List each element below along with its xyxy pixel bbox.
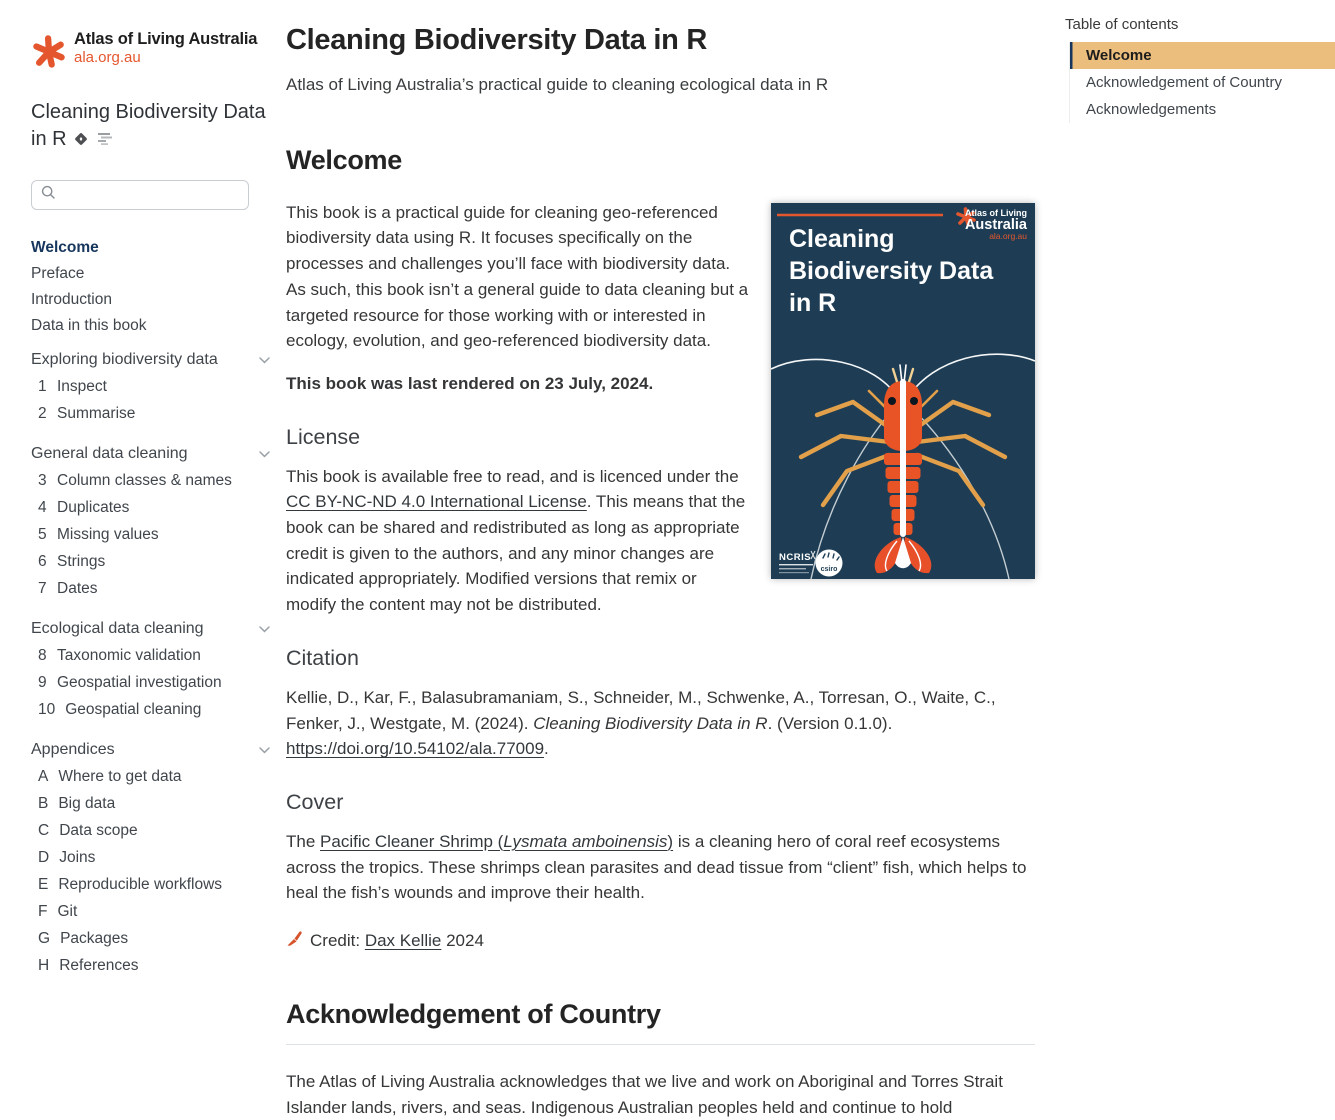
- sidebar-item-where-to-get-data[interactable]: [31, 763, 276, 790]
- sidebar-item-reproducible-workflows[interactable]: [31, 871, 276, 898]
- ala-logo-icon: [31, 32, 67, 75]
- sidebar-item-joins[interactable]: [31, 844, 276, 871]
- shrimp-link-species: Lysmata amboinensis: [503, 831, 668, 851]
- paintbrush-icon: [286, 930, 303, 952]
- csiro-logo: [816, 549, 843, 576]
- sidebar-item-introduction[interactable]: Introduction: [31, 291, 112, 308]
- sidebar-section-exploring-biodiversity-data[interactable]: [31, 347, 276, 373]
- search-icon: [41, 185, 56, 205]
- search-box[interactable]: [31, 180, 249, 210]
- sidebar-item-column-classes-names[interactable]: [31, 467, 276, 494]
- sidebar-book-title: [31, 99, 276, 155]
- cover-title-line1: Cleaning: [789, 224, 895, 253]
- sidebar-item-data-scope[interactable]: [31, 817, 276, 844]
- sidebar-item-data-in-this-book[interactable]: Data in this book: [31, 317, 147, 334]
- chapter-number: G: [38, 929, 51, 947]
- sidebar-item-strings[interactable]: [31, 548, 276, 575]
- sidebar-item-taxonomic-validation[interactable]: [31, 642, 276, 669]
- sidebar-item-summarise[interactable]: [31, 400, 276, 427]
- ala-logo-name: Atlas of Living Australia: [74, 30, 258, 48]
- chapter-number: 5: [38, 525, 47, 543]
- citation-book-title: Cleaning Biodiversity Data in R: [533, 713, 768, 733]
- chapter-label: Summarise: [57, 404, 136, 422]
- shrimp-link-close: ): [667, 831, 674, 851]
- sidebar-section-ecological-data-cleaning[interactable]: [31, 616, 276, 642]
- sidebar-item-geospatial-cleaning[interactable]: [31, 696, 276, 723]
- main-content: [286, 0, 1035, 1117]
- citation-authors: Kellie, D., Kar, F., Balasubramaniam, S., Schneider, M., Schwenke, A., Torresan, O., Waite, C., Fenker, J., Westgate, M. (2024).: [286, 687, 996, 733]
- chapter-label: Git: [57, 902, 78, 920]
- toc-item-welcome[interactable]: Welcome: [1070, 42, 1335, 69]
- sidebar-item-packages[interactable]: [31, 925, 276, 952]
- chapter-label: References: [59, 956, 139, 974]
- chapter-label: Reproducible workflows: [58, 875, 223, 893]
- chapter-label: Packages: [60, 929, 129, 947]
- rendered-note-text: This book was last rendered on 23 July, 2024.: [286, 373, 654, 393]
- cover-logo-domain: ala.org.au: [989, 230, 1027, 241]
- chapter-number: 8: [38, 646, 47, 664]
- chapter-label: Data scope: [59, 821, 138, 839]
- chapter-number: H: [38, 956, 50, 974]
- chapter-number: F: [38, 902, 48, 920]
- changelog-icon[interactable]: [96, 128, 114, 155]
- cover-logo-top: Atlas of Living: [964, 207, 1027, 218]
- sidebar-section-appendices[interactable]: [31, 737, 276, 763]
- chapter-number: 3: [38, 471, 47, 489]
- chapter-label: Geospatial cleaning: [65, 700, 202, 718]
- chapter-number: C: [38, 821, 50, 839]
- chapter-number: A: [38, 767, 49, 785]
- chapter-label: Inspect: [57, 377, 107, 395]
- chapter-label: Where to get data: [58, 767, 182, 785]
- chapter-number: B: [38, 794, 49, 812]
- chapter-number: D: [38, 848, 50, 866]
- chapter-label: Column classes & names: [57, 471, 232, 489]
- citation-heading: Citation: [286, 645, 359, 670]
- citation-end: .: [544, 739, 549, 759]
- sidebar-item-duplicates[interactable]: [31, 494, 276, 521]
- credit-text: [310, 931, 484, 951]
- page-subtitle: Atlas of Living Australia’s practical guide to cleaning ecological data in R: [286, 75, 829, 94]
- csiro-label: csiro: [820, 565, 838, 573]
- sidebar-book-title-text: Cleaning Biodiversity Data in R: [31, 101, 266, 150]
- chapter-label: Duplicates: [57, 498, 130, 516]
- chapter-label: Big data: [58, 794, 116, 812]
- chapter-label: Missing values: [57, 525, 159, 543]
- cc-license-link[interactable]: CC BY-NC-ND 4.0 International License: [286, 492, 587, 512]
- section-label: Exploring biodiversity data: [31, 351, 218, 368]
- page-title: Cleaning Biodiversity Data in R: [286, 24, 707, 56]
- table-of-contents: [1065, 0, 1335, 1077]
- credit-line: [286, 930, 1035, 952]
- doi-link[interactable]: https://doi.org/10.54102/ala.77009: [286, 739, 545, 759]
- chapter-number: 10: [38, 700, 56, 718]
- shrimp-link[interactable]: [320, 832, 673, 851]
- toc-list: [1069, 42, 1335, 123]
- welcome-paragraph: This book is a practical guide for cleaning geo-referenced biodiversity data using R. It focuses specifically on the processes and challenges you’ll face with biodiversity data. As such, this book isn’t a general guide to data cleaning but a targeted resource for those working with or interested in ecology, evolution, and geo-referenced biodiversity data.: [286, 202, 749, 351]
- ala-logo[interactable]: [31, 30, 276, 75]
- chapter-label: Dates: [57, 579, 98, 597]
- sidebar-item-git[interactable]: [31, 898, 276, 925]
- cover-heading: Cover: [286, 789, 344, 814]
- chapter-number: 7: [38, 579, 47, 597]
- section-label: General data cleaning: [31, 445, 188, 462]
- sidebar-nav: [31, 235, 276, 979]
- acknowledgement-paragraph: The Atlas of Living Australia acknowledges that we live and work on Aboriginal and Torres Strait Islander lands, rivers, and seas. Indigenous Australian peoples held and continue to hold: [286, 1072, 1003, 1117]
- cover-logo-name: Australia: [964, 216, 1027, 233]
- chapter-number: 2: [38, 404, 47, 422]
- shrimp-link-plain: Pacific Cleaner Shrimp (: [320, 831, 504, 851]
- cover-title-line3: in R: [789, 288, 837, 317]
- sidebar-item-big-data[interactable]: [31, 790, 276, 817]
- credit-author-link[interactable]: Dax Kellie: [364, 931, 442, 951]
- welcome-heading: Welcome: [286, 144, 402, 175]
- license-heading: License: [286, 424, 361, 449]
- cover-text-before: The: [286, 831, 321, 851]
- chapter-label: Strings: [57, 552, 106, 570]
- sidebar-item-dates[interactable]: [31, 575, 276, 602]
- citation-paragraph: [286, 685, 1035, 762]
- code-icon[interactable]: [73, 128, 89, 155]
- sidebar-item-missing-values[interactable]: [31, 521, 276, 548]
- toc-title: Table of contents: [1065, 16, 1179, 33]
- chevron-down-icon[interactable]: [259, 741, 270, 759]
- chapter-label: Taxonomic validation: [57, 646, 201, 664]
- credit-label: Credit:: [310, 931, 361, 951]
- chevron-down-icon[interactable]: [259, 620, 270, 638]
- sidebar: [0, 0, 286, 1077]
- section-label: Appendices: [31, 741, 115, 758]
- credit-year: 2024: [446, 931, 484, 951]
- chapter-number: E: [38, 875, 49, 893]
- sidebar-item-welcome[interactable]: Welcome: [31, 239, 99, 256]
- search-input[interactable]: [63, 186, 239, 204]
- cover-paragraph: [286, 829, 1035, 906]
- chapter-number: 1: [38, 377, 47, 395]
- sidebar-item-preface[interactable]: Preface: [31, 265, 85, 282]
- ncris-label: NCRIS: [779, 551, 812, 563]
- chapter-number: 4: [38, 498, 47, 516]
- sidebar-section-general-data-cleaning[interactable]: [31, 441, 276, 467]
- chevron-down-icon[interactable]: [259, 351, 270, 369]
- license-text-before: This book is available free to read, and is licenced under the: [286, 466, 739, 486]
- ala-logo-domain: ala.org.au: [74, 49, 141, 66]
- citation-version: . (Version 0.1.0).: [767, 713, 893, 733]
- chapter-label: Geospatial investigation: [57, 673, 222, 691]
- license-text-after: . This means that the book can be shared and redistributed as long as appropriate credit is given to the authors, and any minor changes are indicated appropriately. Modified versions that remix or modify the content may not be distributed.: [286, 492, 746, 615]
- chapter-number: 9: [38, 673, 47, 691]
- chapter-number: 6: [38, 552, 47, 570]
- sidebar-item-geospatial-investigation[interactable]: [31, 669, 276, 696]
- cover-text-after: is a cleaning hero of coral reef ecosystems across the tropics. These shrimps clean parasites and dead tissue from “client” fish, which helps to heal the fish’s wounds and improve their health.: [286, 831, 1027, 903]
- chapter-label: Joins: [59, 848, 96, 866]
- toc-item-acknowledgement-of-country[interactable]: Acknowledgement of Country: [1086, 74, 1282, 91]
- toc-item-acknowledgements[interactable]: Acknowledgements: [1086, 101, 1217, 118]
- ala-logo-text: [74, 30, 257, 67]
- acknowledgement-heading: Acknowledgement of Country: [286, 999, 1035, 1045]
- book-cover-image: [771, 203, 1035, 579]
- chevron-down-icon[interactable]: [259, 445, 270, 463]
- section-label: Ecological data cleaning: [31, 620, 204, 637]
- sidebar-item-inspect[interactable]: [31, 373, 276, 400]
- cover-title-line2: Biodiversity Data: [789, 256, 994, 285]
- sidebar-item-references[interactable]: [31, 952, 276, 979]
